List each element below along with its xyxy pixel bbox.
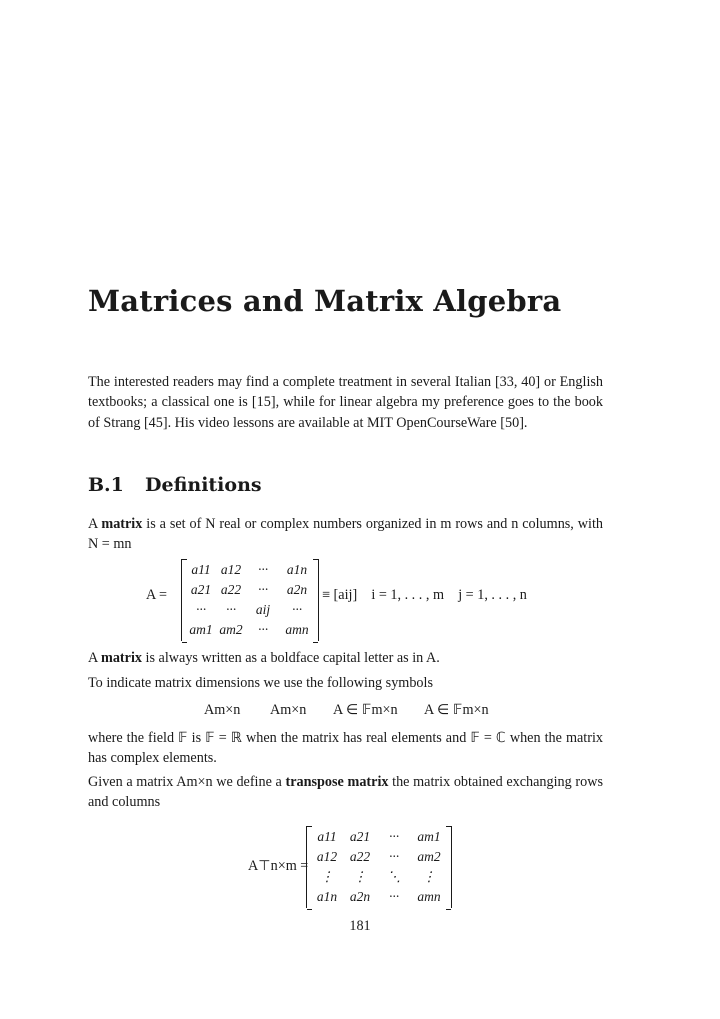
section-title: Definitions bbox=[145, 474, 262, 496]
page-number: 181 bbox=[349, 918, 371, 934]
term-transpose: transpose matrix bbox=[285, 774, 389, 790]
transpose-cell: ··· bbox=[388, 829, 400, 844]
term-matrix-2: matrix bbox=[101, 650, 142, 666]
matrix-a-cell: aij bbox=[255, 602, 271, 617]
transpose-cell: ⋮ bbox=[353, 869, 367, 884]
matrix-a-rhs: ≡ [aij] i = 1, . . . , m j = 1, . . . , n bbox=[322, 587, 527, 603]
dimensions-intro: To indicate matrix dimensions we use the following symbols bbox=[88, 675, 433, 691]
transpose-cell: amn bbox=[417, 889, 441, 904]
transpose-cell: ⋱ bbox=[387, 869, 401, 884]
notation-sentence: A matrix is always written as a boldface capital letter as in A. bbox=[88, 650, 440, 666]
symbol-3: A ∈ 𝔽m×n bbox=[333, 702, 398, 718]
matrix-a-cell: amn bbox=[285, 622, 309, 637]
matrix-a-cell: a2n bbox=[286, 582, 308, 597]
transpose-cell: ⋮ bbox=[320, 869, 334, 884]
transpose-cell: ··· bbox=[388, 889, 400, 904]
matrix-a-cell: ··· bbox=[257, 622, 269, 637]
term-matrix: matrix bbox=[101, 516, 143, 532]
intro-paragraph: The interested readers may find a complete treatment in several Italian [33, 40] or English textbooks; a classical one is [15], while for linear algebra my preference goes to the book of Strang [45]. His video lessons are available at MIT OpenCourseWare [50]. bbox=[88, 374, 603, 431]
transpose-cell: a12 bbox=[316, 849, 338, 864]
matrix-a-cell: ··· bbox=[291, 602, 303, 617]
transpose-cell: a1n bbox=[316, 889, 338, 904]
transpose-matrix bbox=[306, 826, 452, 908]
transpose-cell: a22 bbox=[349, 849, 371, 864]
symbol-4: A ∈ 𝔽m×n bbox=[424, 702, 489, 718]
section-heading bbox=[88, 474, 262, 496]
transpose-cell: a11 bbox=[317, 829, 337, 844]
matrix-a-cell: ··· bbox=[225, 602, 237, 617]
transpose-cell: ⋮ bbox=[422, 869, 436, 884]
symbol-2: Am×n bbox=[270, 702, 307, 718]
matrix-a-cell: a21 bbox=[190, 582, 212, 597]
transpose-cell: am2 bbox=[417, 849, 441, 864]
transpose-cell: ··· bbox=[388, 849, 400, 864]
matrix-a-cell: a12 bbox=[220, 562, 242, 577]
matrix-a-cell: a22 bbox=[220, 582, 242, 597]
matrix-a-cell: a1n bbox=[286, 562, 308, 577]
transpose-definition: Given a matrix Am×n we define a transpose matrix the matrix obtained exchanging rows and columns bbox=[88, 774, 603, 811]
field-paragraph: where the field 𝔽 is 𝔽 = ℝ when the matrix has real elements and 𝔽 = ℂ when the matrix has complex elements. bbox=[88, 730, 603, 767]
transpose-cell: a21 bbox=[349, 829, 371, 844]
matrix-a-cell: a11 bbox=[191, 562, 211, 577]
matrix-a-cell: am1 bbox=[189, 622, 213, 637]
transpose-cell: am1 bbox=[417, 829, 441, 844]
transpose-lhs: A⊤n×m = bbox=[248, 858, 309, 874]
matrix-a bbox=[181, 559, 319, 641]
matrix-a-lhs: A = bbox=[146, 587, 168, 603]
matrix-a-cell: ··· bbox=[257, 582, 269, 597]
matrix-a-cell: am2 bbox=[219, 622, 243, 637]
chapter-title: Matrices and Matrix Algebra bbox=[88, 284, 562, 318]
matrix-definition: A matrix is a set of N real or complex numbers organized in m rows and n columns, with N = mn bbox=[88, 516, 603, 553]
matrix-a-cell: ··· bbox=[257, 562, 269, 577]
section-number: B.1 bbox=[88, 474, 124, 496]
transpose-cell: a2n bbox=[349, 889, 371, 904]
symbol-1: Am×n bbox=[204, 702, 241, 718]
matrix-a-cell: ··· bbox=[195, 602, 207, 617]
